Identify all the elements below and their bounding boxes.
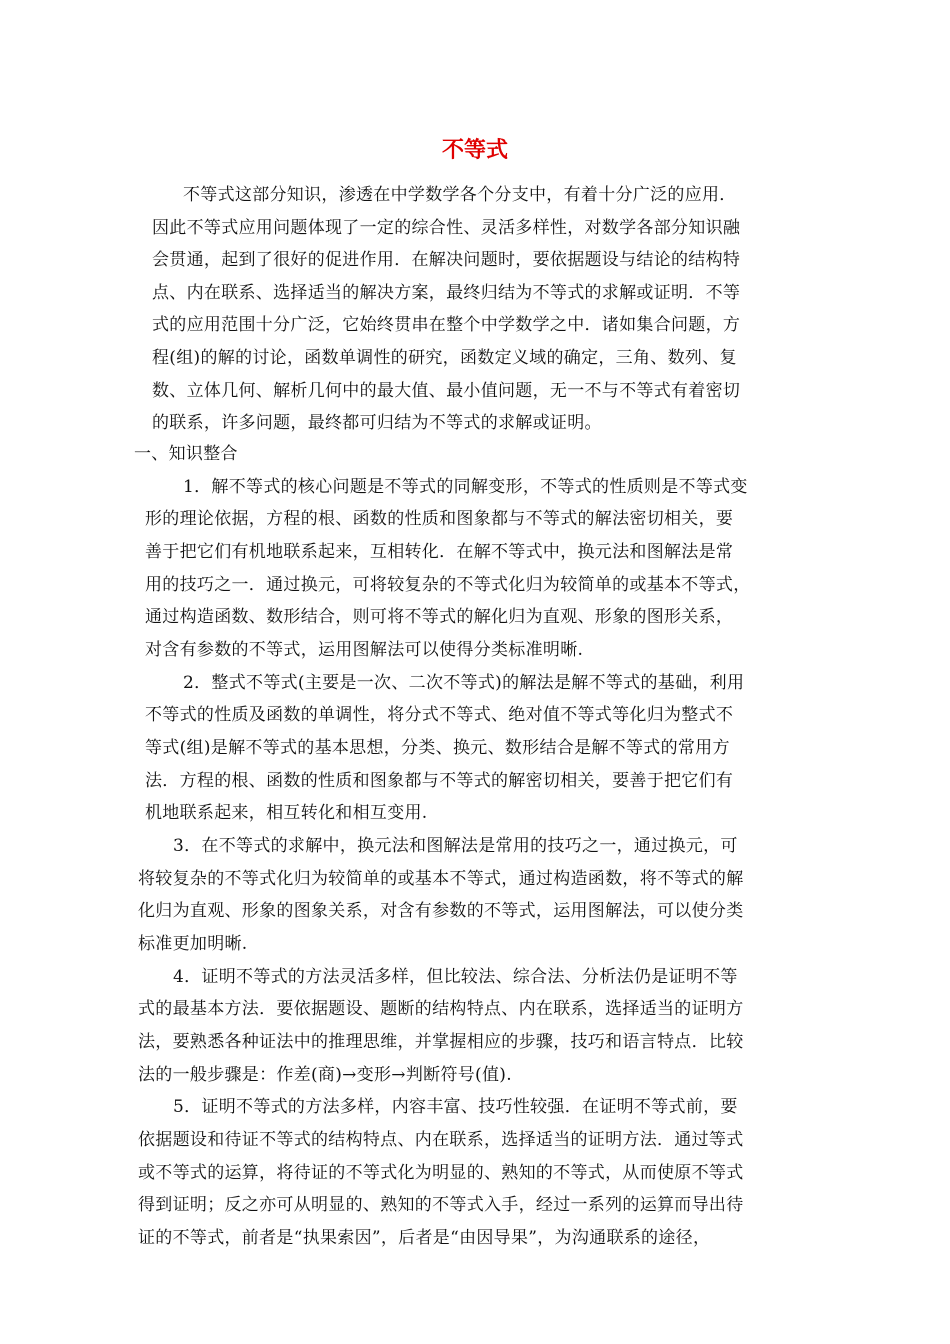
point-line: 通过构造函数、数形结合，则可将不等式的解化归为直观、形象的图形关系， xyxy=(145,607,734,627)
point-line: 机地联系起来，相互转化和相互变用. xyxy=(145,803,428,823)
point-line: 证的不等式，前者是“执果索因”，后者是“由因导果”，为沟通联系的途径， xyxy=(138,1228,711,1248)
point-line: 形的理论依据，方程的根、函数的性质和图象都与不等式的解法密切相关，要 xyxy=(145,509,734,529)
intro-line: 不等式这部分知识，渗透在中学数学各个分支中，有着十分广泛的应用． xyxy=(183,185,737,205)
document-title: 不等式 xyxy=(441,138,508,163)
point-line: 或不等式的运算，将待证的不等式化为明显的、熟知的不等式，从而使原不等式 xyxy=(138,1163,744,1183)
point-line: 2．整式不等式(主要是一次、二次不等式)的解法是解不等式的基础，利用 xyxy=(183,673,745,693)
point-line: 不等式的性质及函数的单调性，将分式不等式、绝对值不等式等化归为整式不 xyxy=(145,705,734,725)
point-line: 4．证明不等式的方法灵活多样，但比较法、综合法、分析法仍是证明不等 xyxy=(173,967,738,987)
point-line: 依据题设和待证不等式的结构特点、内在联系，选择适当的证明方法．通过等式 xyxy=(138,1130,744,1150)
point-line: 标准更加明晰. xyxy=(138,934,248,954)
intro-line: 的联系，许多问题，最终都可归结为不等式的求解或证明。 xyxy=(152,413,602,433)
point-line: 式的最基本方法．要依据题设、题断的结构特点、内在联系，选择适当的证明方 xyxy=(138,999,744,1019)
point-line: 化归为直观、形象的图象关系，对含有参数的不等式，运用图解法，可以使分类 xyxy=(138,901,744,921)
point-line: 5．证明不等式的方法多样，内容丰富、技巧性较强．在证明不等式前，要 xyxy=(173,1097,738,1117)
intro-line: 式的应用范围十分广泛，它始终贯串在整个中学数学之中．诸如集合问题，方 xyxy=(152,315,741,335)
point-line: 法，要熟悉各种证法中的推理思维，并掌握相应的步骤，技巧和语言特点．比较 xyxy=(138,1032,744,1052)
intro-line: 程(组)的解的讨论，函数单调性的研究，函数定义域的确定，三角、数列、复 xyxy=(152,348,737,368)
section-heading: 一、知识整合 xyxy=(134,444,238,464)
point-line: 将较复杂的不等式化归为较简单的或基本不等式，通过构造函数，将不等式的解 xyxy=(138,869,744,889)
point-line: 1．解不等式的核心问题是不等式的同解变形，不等式的性质则是不等式变 xyxy=(183,477,748,497)
point-line: 对含有参数的不等式，运用图解法可以使得分类标准明晰. xyxy=(145,640,584,660)
point-line: 得到证明；反之亦可从明显的、熟知的不等式入手，经过一系列的运算而导出待 xyxy=(138,1195,744,1215)
intro-line: 因此不等式应用问题体现了一定的综合性、灵活多样性，对数学各部分知识融 xyxy=(152,218,741,238)
point-line: 善于把它们有机地联系起来，互相转化．在解不等式中，换元法和图解法是常 xyxy=(145,542,734,562)
intro-line: 数、立体几何、解析几何中的最大值、最小值问题，无一不与不等式有着密切 xyxy=(152,381,741,401)
point-line: 法的一般步骤是：作差(商)→变形→判断符号(值). xyxy=(138,1065,512,1085)
point-line: 3．在不等式的求解中，换元法和图解法是常用的技巧之一，通过换元，可 xyxy=(173,836,738,856)
point-line: 法．方程的根、函数的性质和图象都与不等式的解密切相关，要善于把它们有 xyxy=(145,771,734,791)
point-line: 用的技巧之一．通过换元，可将较复杂的不等式化归为较简单的或基本不等式， xyxy=(145,575,751,595)
intro-line: 会贯通，起到了很好的促进作用．在解决问题时，要依据题设与结论的结构特 xyxy=(152,250,741,270)
intro-line: 点、内在联系、选择适当的解决方案，最终归结为不等式的求解或证明．不等 xyxy=(152,283,741,303)
point-line: 等式(组)是解不等式的基本思想，分类、换元、数形结合是解不等式的常用方 xyxy=(145,738,730,758)
